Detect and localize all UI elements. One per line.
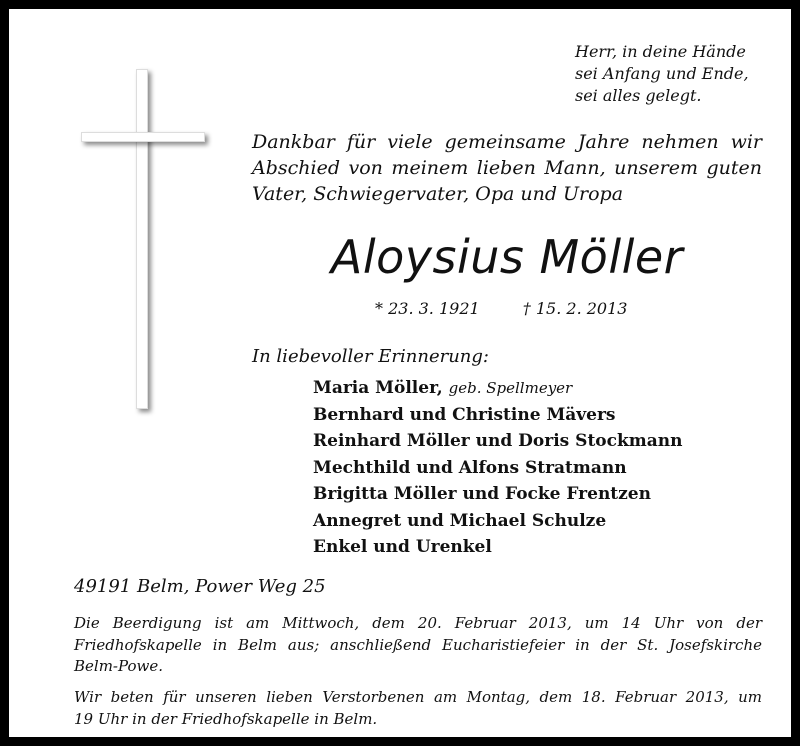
funeral-notice <box>74 613 762 678</box>
death-date: † 15. 2. 2013 <box>522 299 628 318</box>
intro-line: Vater, Schwiegervater, Opa und Uropa <box>252 183 624 205</box>
motto-line: Herr, in deine Hände <box>575 42 746 61</box>
prayer-line: Wir beten für unseren lieben Verstorbenen am Montag, dem 18. Februar 2013, um <box>74 688 762 706</box>
funeral-line: Belm-Powe. <box>74 657 163 675</box>
birth-date: * 23. 3. 1921 <box>375 299 480 318</box>
prayer-notice <box>74 687 762 730</box>
family-member-line: Enkel und Urenkel <box>313 537 492 557</box>
life-dates <box>375 298 627 320</box>
intro-line: Dankbar für viele gemeinsame Jahre nehmen wir <box>252 131 762 153</box>
memory-line: In liebevoller Erinnerung: <box>252 346 489 367</box>
funeral-line: Die Beerdigung ist am Mittwoch, dem 20. Februar 2013, um 14 Uhr von der <box>74 614 762 632</box>
intro-line: Abschied von meinem lieben Mann, unserem guten <box>252 157 762 179</box>
cross-icon <box>81 69 205 409</box>
family-member-line: Brigitta Möller und Focke Frentzen <box>313 484 651 504</box>
cross-horizontal-beam <box>81 132 205 142</box>
motto-verse <box>575 41 749 107</box>
family-member-line: Reinhard Möller und Doris Stockmann <box>313 431 683 451</box>
prayer-line: 19 Uhr in der Friedhofskapelle in Belm. <box>74 709 378 728</box>
family-member-line: Annegret und Michael Schulze <box>313 510 607 531</box>
cross-vertical-beam <box>136 69 148 409</box>
maiden-name: geb. Spellmeyer <box>448 379 573 397</box>
address-line: 49191 Belm, Power Weg 25 <box>74 576 326 597</box>
motto-line: sei alles gelegt. <box>575 86 702 105</box>
deceased-name: Aloysius Möller <box>330 230 684 284</box>
family-member-line: Mechthild und Alfons Stratmann <box>313 457 627 478</box>
family-list <box>313 375 683 561</box>
widow-name: Maria Möller, <box>313 378 443 398</box>
motto-line: sei Anfang und Ende, <box>575 64 749 83</box>
funeral-line: Friedhofskapelle in Belm aus; anschließend Eucharistiefeier in der St. Josefskirche <box>74 635 762 654</box>
intro-text <box>252 129 762 207</box>
family-member-line <box>313 375 683 402</box>
family-member-line: Bernhard und Christine Mävers <box>313 404 616 425</box>
